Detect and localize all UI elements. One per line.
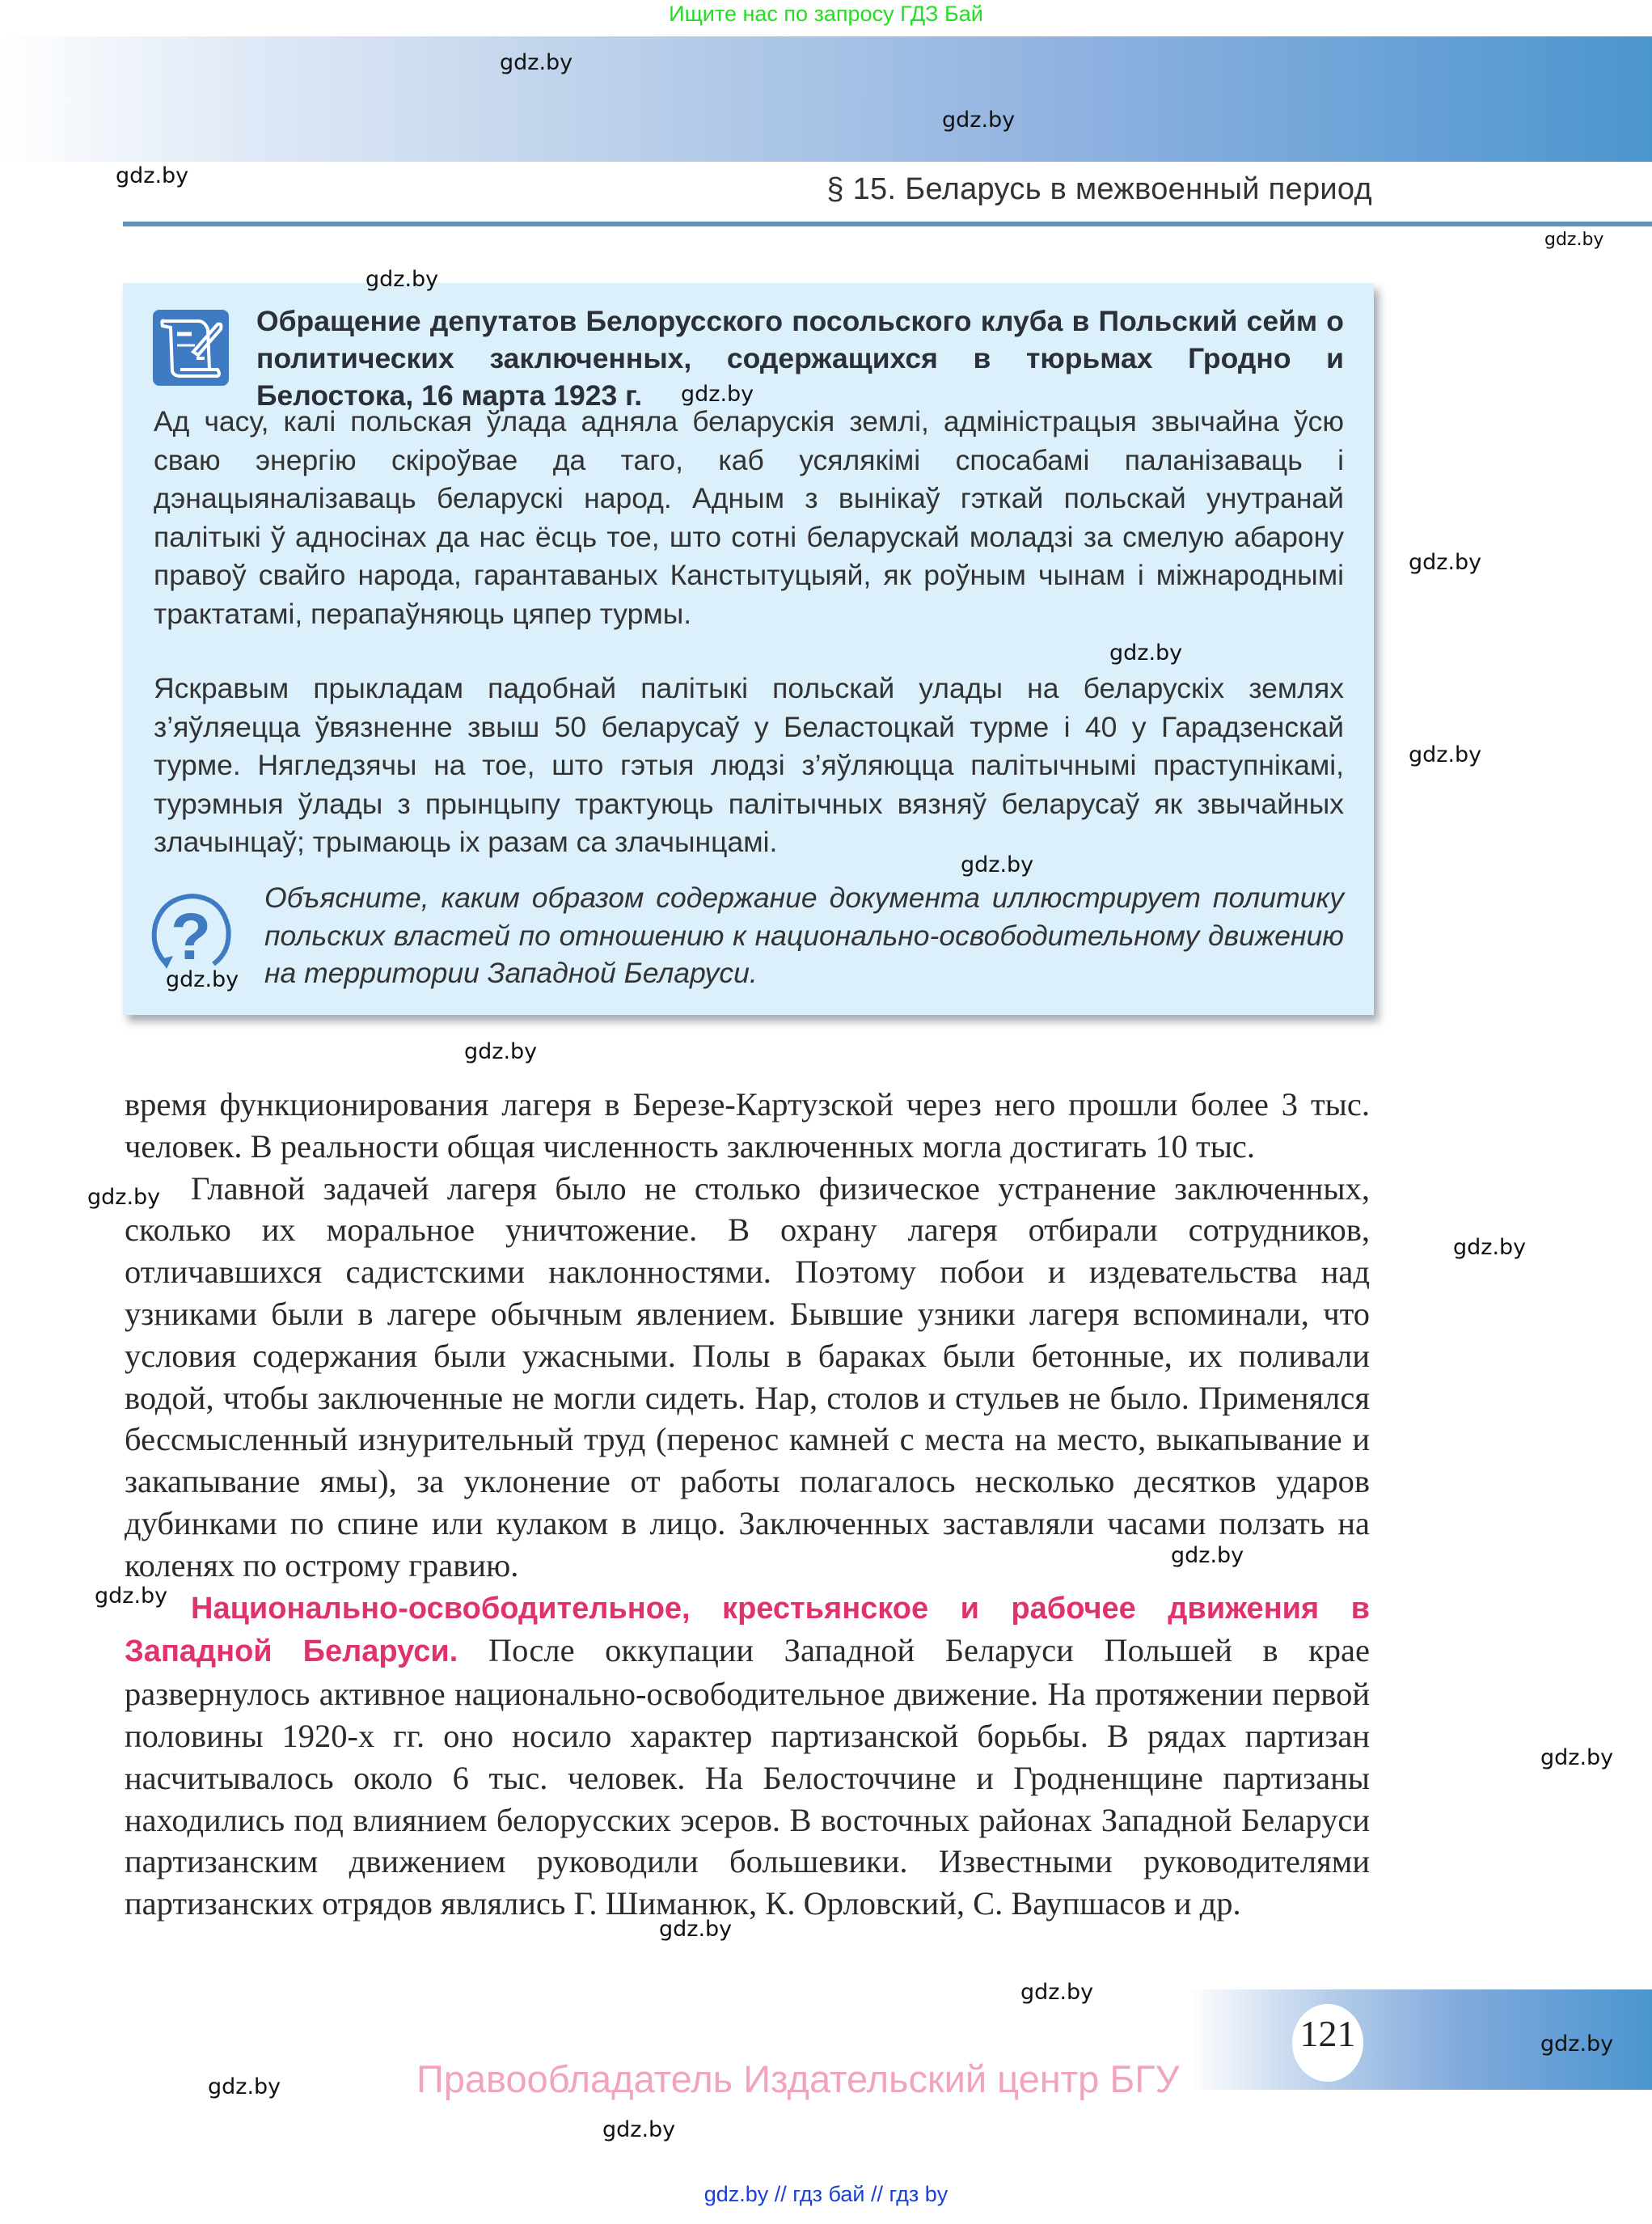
watermark: gdz.by xyxy=(500,50,573,75)
svg-text:?: ? xyxy=(170,900,212,974)
watermark: gdz.by xyxy=(1020,1980,1094,2005)
watermark: gdz.by xyxy=(87,1185,161,1210)
document-paragraph-2: Яскравым прыкладам падобнай палітыкі польскай улады на беларускіх землях з’яўляецца ўвязненне звыш 50 беларусаў у Беластоцкай турме і 40 у Гарадзенскай турме. Нягледзячы на тое, што гэтыя людзі з’яўляюцца палітычнымі праступнікамі, турэмныя ўлады з прынцыпу трактуюць палітычных вязняў беларусаў як звычайных злачынцаў; трымаюць іх разам са злачынцамі. xyxy=(154,672,1344,858)
watermark: gdz.by xyxy=(1409,550,1482,575)
search-hint: Ищите нас по запросу ГДЗ Бай xyxy=(669,2,983,26)
watermark: gdz.by xyxy=(166,967,239,992)
document-scroll-icon xyxy=(153,310,229,386)
watermark: gdz.by xyxy=(365,267,439,292)
watermark: gdz.by xyxy=(1409,742,1482,767)
section-heading: Национально-освободительное, крестьянское и рабочее движения в Западной Беларуси. xyxy=(125,1591,1370,1669)
watermark: gdz.by xyxy=(942,108,1016,133)
question-text: Объясните, каким образом содержание документа иллюстрирует политику польских властей по отношению к национально-освободительному движению на территории Западной Беларуси. xyxy=(264,882,1344,989)
document-title: Обращение депутатов Белорусского посольского клуба в Польский сейм о политических заключенных, содержащихся в тюрьмах Гродно и Белостока, 16 марта 1923 г. xyxy=(256,305,1344,412)
copyright-notice: Правообладатель Издательский центр БГУ xyxy=(416,2057,1180,2100)
body-text xyxy=(125,1084,1370,1925)
body-paragraph-3 xyxy=(125,1587,1370,1925)
body-paragraph-2: Главной задачей лагеря было не столько физическое устранение заключенных, сколько их моральное уничтожение. В охрану лагеря отбирали сотрудников, отличавшихся садистскими наклонностями. Поэтому побои и издевательства над узниками были в лагере обычным явлением. Бывшие узники лагеря вспоминали, что условия содержания были ужасными. Полы в бараках были бетонные, их поливали водой, чтобы заключенные не могли сидеть. Нар, столов и стульев не было. Применялся бессмысленный изнурительный труд (перенос камней с места на место, выкапывание и закапывание ямы), за уклонение от работы полагалось несколько десятков ударов дубинками по спине или кулаком в лицо. Заключенных заставляли часами ползать на коленях по острому гравию. xyxy=(125,1169,1370,1583)
watermark: gdz.by xyxy=(208,2074,281,2099)
watermark: gdz.by xyxy=(1109,641,1183,666)
watermark: gdz.by xyxy=(681,382,754,407)
document-paragraph-1: Ад часу, калі польская ўлада адняла беларускія землі, адміністрацыя звычайна ўсю сваю энергію скіроўвае да таго, каб усялякімі спосабамі паланізаваць і дэнацыяналізаваць беларускі народ. Адным з вынікаў гэткай польскай унутранай палітыкі ў адносінах да нас ёсць тое, што сотні беларускай моладзі за смелую абарону правоў свайго народа, гарантаваных Канстытуцыяй, як роўным чынам і міжнароднымі трактатамі, перапаўняюць цяпер турмы. xyxy=(154,405,1344,630)
bottom-links[interactable]: gdz.by // гдз бай // гдз by xyxy=(703,2182,949,2206)
watermark: gdz.by xyxy=(116,163,189,188)
watermark: gdz.by xyxy=(1544,230,1604,250)
watermark: gdz.by xyxy=(464,1039,538,1064)
page-header-title: § 15. Беларусь в межвоенный период xyxy=(826,172,1372,206)
section-paragraph: После оккупации Западной Беларуси Польшей в крае развернулось активное национально-освободительное движение. На протяжении первой половины 1920-х гг. оно носило характер партизанской борьбы. В рядах партизан насчитывалось около 6 тыс. человек. На Белосточчине и Гродненщине партизаны находились под влиянием белорусских эсеров. В восточных районах Западной Беларуси партизанским движением руководили большевики. Известными руководителями партизанских отрядов являлись Г. Шиманюк, К. Орловский, С. Ваупшасов и др. xyxy=(125,1632,1370,1922)
header-divider xyxy=(123,222,1652,226)
watermark: gdz.by xyxy=(95,1583,168,1609)
watermark: gdz.by xyxy=(1540,2032,1614,2057)
watermark: gdz.by xyxy=(1171,1543,1244,1568)
watermark: gdz.by xyxy=(602,2117,676,2142)
watermark: gdz.by xyxy=(659,1917,733,1942)
watermark: gdz.by xyxy=(961,852,1034,877)
body-paragraph-1: время функционирования лагеря в Березе-Картузской через него прошли более 3 тыс. человек. В реальности общая численность заключенных могла достигать 10 тыс. xyxy=(125,1086,1370,1165)
page-number: 121 xyxy=(1299,2013,1356,2054)
watermark: gdz.by xyxy=(1540,1745,1614,1770)
header-gradient-band xyxy=(0,36,1652,162)
watermark: gdz.by xyxy=(1453,1235,1527,1260)
question-mark-icon xyxy=(149,891,233,975)
